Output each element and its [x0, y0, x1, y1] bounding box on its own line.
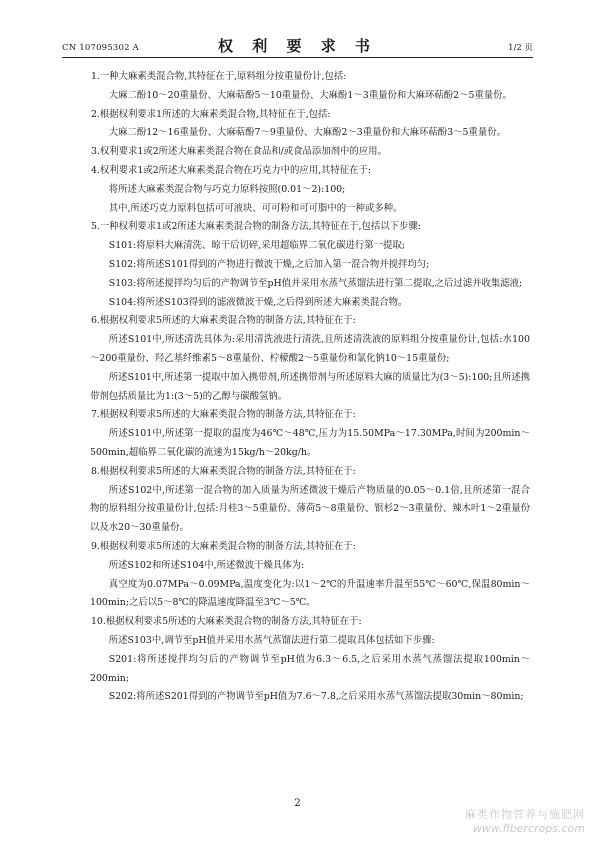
- claim-paragraph: 大麻二酚10～20重量份、大麻萜酚5～10重量份、大麻酚1～3重量份和大麻环萜酚2～5重量份。: [108, 89, 512, 101]
- claim-paragraph: 1.一种大麻素类混合物,其特征在于,原料组分按重量份计,包括:: [90, 71, 347, 82]
- publication-number: CN 107095302 A: [62, 43, 139, 53]
- claim-paragraph: 其中,所述巧克力原料包括可可液块、可可粉和可可脂中的一种或多种。: [108, 202, 403, 214]
- page-number: 2: [294, 798, 301, 809]
- claim-paragraph: 8.根据权利要求5所述的大麻素类混合物的制备方法,其特征在于:: [90, 465, 356, 477]
- claim-paragraph: S202:将所述S201得到的产物调节至pH值为7.6～7.8,之后采用水蒸气蒸馏法提取30min～80min;: [108, 691, 524, 703]
- watermark-site-name: 麻类作物营养与施肥网: [465, 808, 585, 821]
- claim-paragraph: 6.根据权利要求5所述的大麻素类混合物的制备方法,其特征在于:: [90, 315, 356, 327]
- claim-paragraph: 大麻二酚12～16重量份、大麻萜酚7～9重量份、大麻酚2～3重量份和大麻环萜酚3～5重量份。: [108, 127, 506, 139]
- watermark-url: www.fibercrops.com: [472, 822, 585, 835]
- page-header: [62, 33, 533, 58]
- claim-paragraph: 所述S103中,调节至pH值并采用水蒸气蒸馏法进行第二提取具体包括如下步骤:: [108, 634, 435, 646]
- claim-paragraph: S102:将所述S101得到的产物进行微波干燥,之后加入第一混合物并搅拌均匀;: [108, 258, 430, 270]
- claim-paragraph: 所述S101中,所述第一提取中加入携带剂,所述携带剂与所述原料大麻的质量比为(3～5):100;且所述携带剂包括质量比为1:(3～5)的乙醇与碳酸氢钠。: [90, 371, 530, 402]
- claim-paragraph: 所述S102中,所述第一混合物的加入质量为所述微波干燥后产物质量的0.05～0.1倍,且所述第一混合物的原料组分按重量份计,包括:月桂3～5重量份、薄荷5～8重量份、银杉2～3重量份、辣木叶1～2重量份以及水20～30重量份。: [90, 484, 530, 534]
- claim-paragraph: 所述S101中,所述第一提取的温度为46℃～48℃,压力为15.50MPa～17.30MPa,时间为200min～500min,超临界二氧化碳的流速为15kg/h～20kg/h。: [90, 428, 530, 458]
- website-watermark: [465, 808, 585, 836]
- claim-paragraph: 所述S101中,所述清洗具体为:采用清洗液进行清洗,且所述清洗液的原料组分按重量份计,包括:水100～200重量份、羟乙基纤维素5～8重量份、柠檬酸2～5重量份和氯化钠10～15重量份;: [90, 334, 530, 364]
- claim-paragraph: 10.根据权利要求5所述的大麻素类混合物的制备方法,其特征在于:: [90, 616, 362, 628]
- claim-paragraph: 4.权利要求1或2所述大麻素类混合物在巧克力中的应用,其特征在于:: [90, 164, 372, 176]
- claim-paragraph: 将所述大麻素类混合物与巧克力原料按照(0.01～2):100;: [108, 183, 346, 195]
- claim-paragraph: 3.权利要求1或2所述大麻素类混合物在食品和/或食品添加剂中的应用。: [90, 146, 387, 158]
- page-count: 1/2 页: [508, 43, 533, 53]
- claim-paragraph: 9.根据权利要求5所述的大麻素类混合物的制备方法,其特征在于:: [90, 540, 356, 552]
- claim-paragraph: 7.根据权利要求5所述的大麻素类混合物的制备方法,其特征在于:: [90, 409, 356, 421]
- claim-paragraph: S101:将原料大麻清洗、晾干后切碎,采用超临界二氧化碳进行第一提取;: [108, 240, 405, 252]
- claim-paragraph: S201:将所述搅拌均匀后的产物调节至pH值为6.3～6.5,之后采用水蒸气蒸馏法提取100min～200min;: [90, 653, 530, 684]
- document-title: 权 利 要 求 书: [218, 37, 377, 55]
- claim-paragraph: 所述S102和所述S104中,所述微波干燥具体为:: [108, 559, 305, 571]
- claim-paragraph: 真空度为0.07MPa～0.09MPa,温度变化为:以1～2℃的升温速率升温至55℃～60℃,保温80min～100min;之后以5～8℃的降温速度降温至3℃～5℃。: [90, 578, 530, 609]
- claim-paragraph: S103:将所述搅拌均匀后的产物调节至pH值并采用水蒸气蒸馏法进行第二提取,之后过滤并收集滤液;: [108, 277, 523, 289]
- claim-paragraph: 5.一种权利要求1或2所述大麻素类混合物的制备方法,其特征在于,包括以下步骤:: [90, 221, 421, 233]
- claims-body: [90, 68, 530, 707]
- claim-paragraph: S104:将所述S103得到的滤液微波干燥,之后得到所述大麻素类混合物。: [108, 296, 408, 308]
- claim-paragraph: 2.根据权利要求1所述的大麻素类混合物,其特征在于,包括:: [90, 108, 331, 120]
